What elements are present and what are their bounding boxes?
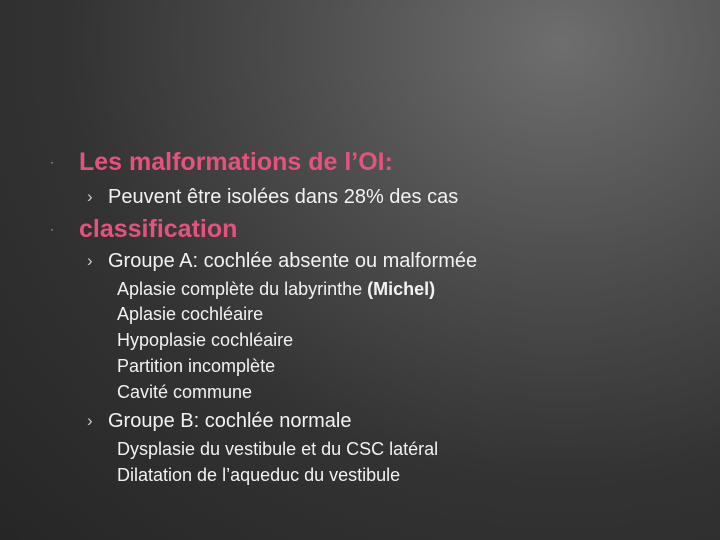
list-item <box>116 437 438 463</box>
item-text: Dilatation de l’aqueduc du vestibule <box>117 465 401 485</box>
item-text: Hypoplasie cochléaire <box>117 330 294 350</box>
group-a-title: Groupe A: cochlée absente ou malformée <box>108 250 478 272</box>
chevron-right-icon: › <box>87 411 93 430</box>
list-item <box>116 302 263 328</box>
isolated-text: Peuvent être isolées dans 28% des cas <box>108 186 459 208</box>
item-text: Partition incomplète <box>117 356 276 376</box>
heading-classification: classification <box>79 215 238 243</box>
item-text: Aplasie complète du labyrinthe <box>117 279 363 299</box>
bullet-icon: · <box>50 222 54 236</box>
item-text: Cavité commune <box>117 382 253 402</box>
heading-malformations: Les malformations de l’OI: <box>79 148 393 176</box>
group-b-title: Groupe B: cochlée normale <box>108 410 352 432</box>
bullet-icon: · <box>50 155 54 169</box>
list-item <box>116 328 293 354</box>
chevron-right-icon: › <box>87 187 93 206</box>
item-bold-text: (Michel) <box>367 279 436 299</box>
item-text: Dysplasie du vestibule et du CSC latéral <box>117 439 439 459</box>
list-item <box>116 463 400 489</box>
chevron-right-icon: › <box>87 251 93 270</box>
list-item <box>116 380 252 406</box>
list-item <box>116 354 275 380</box>
list-item <box>116 277 435 303</box>
item-text: Aplasie cochléaire <box>117 304 264 324</box>
